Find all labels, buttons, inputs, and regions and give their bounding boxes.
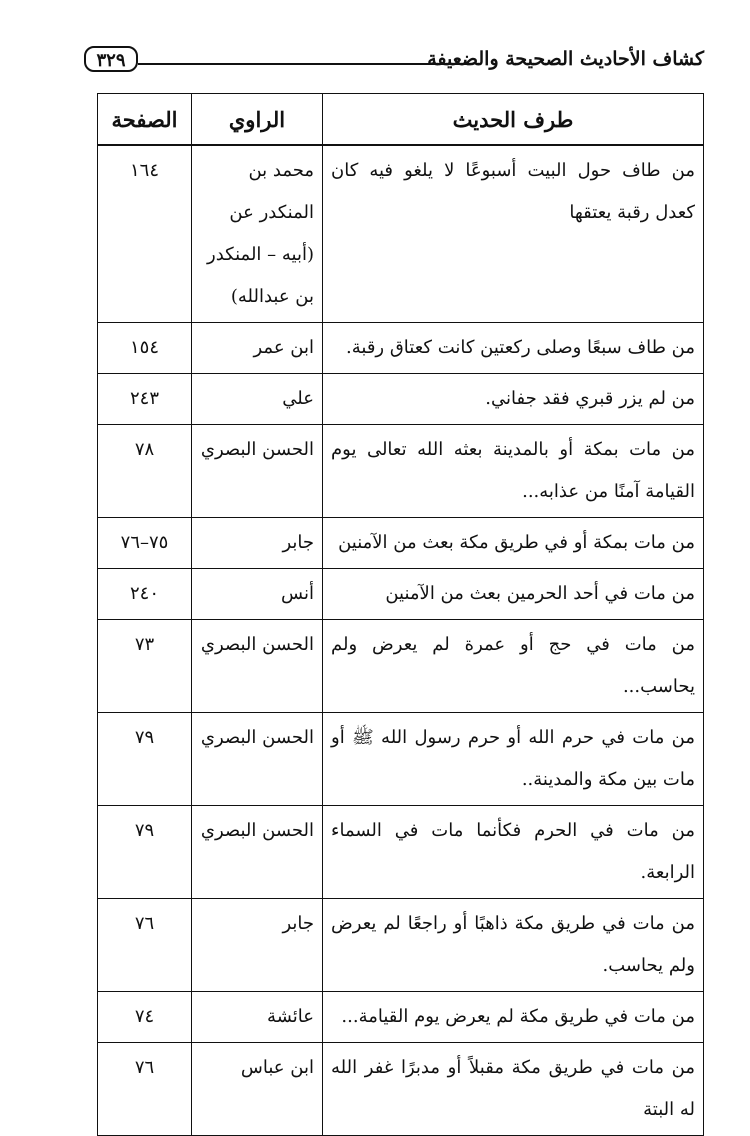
page-cell: ١٥٤ <box>98 323 192 374</box>
table-row <box>98 713 704 806</box>
page-cell: ٧٦ <box>98 1043 192 1136</box>
page-cell: ٧٦ <box>98 899 192 992</box>
column-header-hadith: طرف الحديث <box>323 94 704 146</box>
table-header-row <box>98 94 704 146</box>
table-row <box>98 145 704 323</box>
table-row <box>98 620 704 713</box>
narrator-cell: الحسن البصري <box>192 620 323 713</box>
page-cell: ١٦٤ <box>98 145 192 323</box>
running-header-title: كشاف الأحاديث الصحيحة والضعيفة <box>427 48 704 70</box>
hadith-cell: من مات في الحرم فكأنما مات في السماء الرابعة. <box>323 806 704 899</box>
table-row <box>98 1043 704 1136</box>
page-number: ٣٢٩ <box>84 46 138 72</box>
hadith-cell: من مات في طريق مكة ذاهبًا أو راجعًا لم يعرض ولم يحاسب. <box>323 899 704 992</box>
column-header-narrator: الراوي <box>192 94 323 146</box>
table-row <box>98 374 704 425</box>
hadith-cell: من مات في حرم الله أو حرم رسول الله ﷺ أو مات بين مكة والمدينة.. <box>323 713 704 806</box>
hadith-cell: من مات في طريق مكة مقبلاً أو مدبرًا غفر الله له البتة <box>323 1043 704 1136</box>
header-rule <box>138 63 468 65</box>
table-row <box>98 806 704 899</box>
table-row <box>98 899 704 992</box>
narrator-cell: محمد بن المنكدر عن (أبيه – المنكدر بن عبدالله) <box>192 145 323 323</box>
hadith-cell: من مات في أحد الحرمين بعث من الآمنين <box>323 569 704 620</box>
table-row <box>98 425 704 518</box>
table-row <box>98 323 704 374</box>
hadith-cell: من لم يزر قبري فقد جفاني. <box>323 374 704 425</box>
narrator-cell: جابر <box>192 518 323 569</box>
hadith-cell: من طاف سبعًا وصلى ركعتين كانت كعتاق رقبة. <box>323 323 704 374</box>
narrator-cell: ابن عباس <box>192 1043 323 1136</box>
table-row <box>98 992 704 1043</box>
hadith-cell: من طاف حول البيت أسبوعًا لا يلغو فيه كان كعدل رقبة يعتقها <box>323 145 704 323</box>
narrator-cell: جابر <box>192 899 323 992</box>
table-row <box>98 518 704 569</box>
hadith-cell: من مات بمكة أو بالمدينة بعثه الله تعالى يوم القيامة آمنًا من عذابه... <box>323 425 704 518</box>
narrator-cell: علي <box>192 374 323 425</box>
narrator-cell: الحسن البصري <box>192 425 323 518</box>
column-header-page: الصفحة <box>98 94 192 146</box>
hadith-cell: من مات بمكة أو في طريق مكة بعث من الآمنين <box>323 518 704 569</box>
page-cell: ٧٣ <box>98 620 192 713</box>
page-cell: ٢٤٠ <box>98 569 192 620</box>
page-cell: ٧٥–٧٦ <box>98 518 192 569</box>
page-cell: ٢٤٣ <box>98 374 192 425</box>
hadith-cell: من مات في حج أو عمرة لم يعرض ولم يحاسب... <box>323 620 704 713</box>
page-cell: ٧٨ <box>98 425 192 518</box>
narrator-cell: الحسن البصري <box>192 806 323 899</box>
narrator-cell: الحسن البصري <box>192 713 323 806</box>
narrator-cell: أنس <box>192 569 323 620</box>
narrator-cell: عائشة <box>192 992 323 1043</box>
narrator-cell: ابن عمر <box>192 323 323 374</box>
table-row <box>98 569 704 620</box>
running-header <box>84 44 704 80</box>
page-cell: ٧٩ <box>98 806 192 899</box>
page-cell: ٧٤ <box>98 992 192 1043</box>
hadith-index-table <box>97 93 704 1136</box>
page-cell: ٧٩ <box>98 713 192 806</box>
hadith-cell: من مات في طريق مكة لم يعرض يوم القيامة... <box>323 992 704 1043</box>
